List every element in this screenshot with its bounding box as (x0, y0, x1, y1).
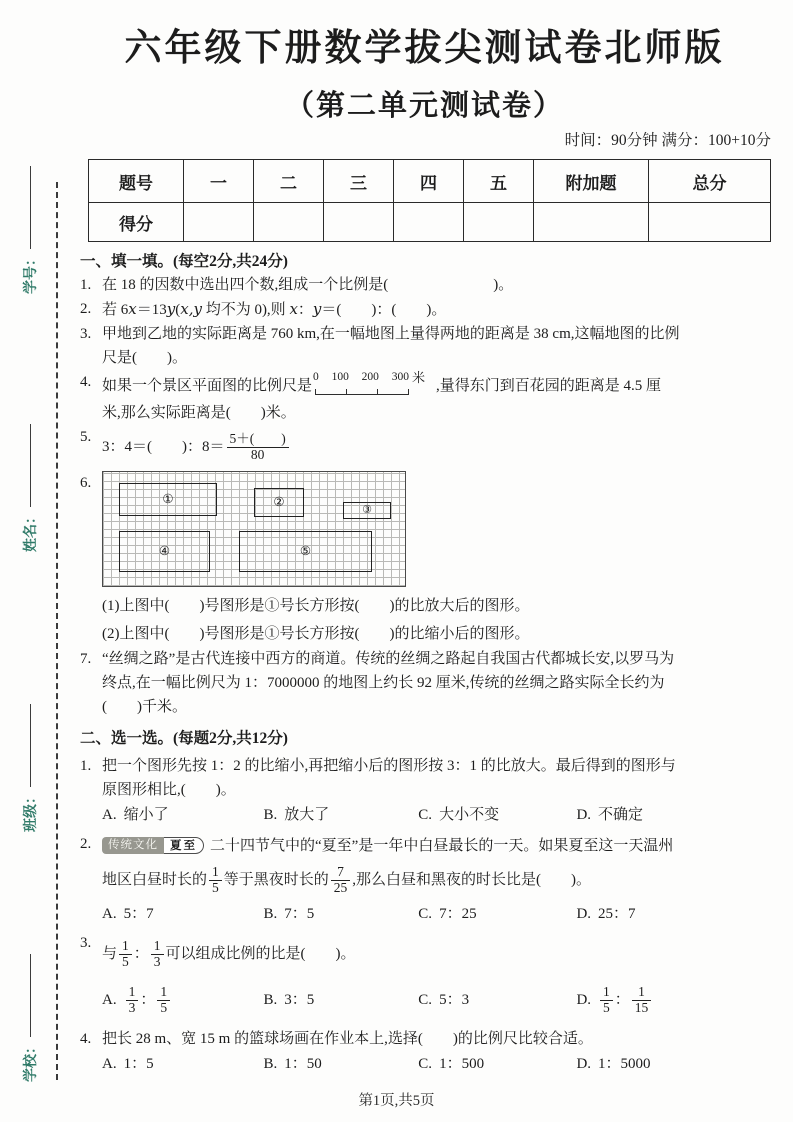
option-value: 3：5 (284, 992, 315, 1008)
scale-tick-label: 0 (313, 371, 319, 383)
math-var: x,y (180, 300, 202, 318)
options-row (102, 802, 775, 828)
text-run: 地区白昼时长的 (102, 872, 208, 888)
option-value: 1：500 (439, 1056, 485, 1072)
option-value: 1：5000 (598, 1056, 651, 1072)
fraction (209, 865, 222, 896)
text-run: 可以组成比例的比是( )。 (165, 946, 356, 962)
question-text-line2: 尺是( )。 (102, 350, 187, 366)
text-run: 均不为 0),则 (201, 302, 290, 318)
ratio-separator: ： (614, 992, 630, 1008)
fraction-denominator: 5 (212, 879, 219, 895)
section1-heading: 一、填一填。(每空2分,共24分) (80, 253, 288, 270)
fraction-denominator: 80 (250, 446, 265, 462)
question-number: 6. (80, 475, 92, 491)
option-value: 缩小了 (123, 807, 169, 823)
scale-tick-label: 300 (391, 371, 409, 383)
text-run: ： (133, 946, 149, 962)
question-number: 1. (80, 758, 92, 774)
question-s2-3 (80, 931, 775, 1023)
fraction-numerator: 1 (209, 865, 222, 881)
scale-bar-tick-labels (313, 370, 409, 384)
option-b (264, 1051, 419, 1077)
margin-blank-line (29, 424, 31, 507)
option-value: 7：25 (439, 906, 477, 922)
grid-rect-5 (239, 531, 372, 572)
line-scale-bar (313, 370, 435, 397)
fraction-denominator: 5 (122, 953, 129, 969)
fraction-denominator: 3 (128, 999, 136, 1015)
grid-rect-label: ⑤ (299, 544, 312, 559)
fraction (119, 939, 132, 970)
option-letter: C. (418, 807, 433, 823)
badge-sub-label: 夏至 (164, 837, 204, 854)
score-table-header-row (89, 160, 771, 203)
text-run: ,量得东门到百花园的距离是 4.5 厘 (436, 378, 662, 394)
question-text: 在 18 的因数中选出四个数,组成一个比例是( )。 (102, 277, 514, 293)
margin-label-student-id: 学号： (24, 252, 39, 294)
margin-blank-line (29, 704, 31, 787)
grid-rect-label: ③ (362, 504, 372, 516)
question-text (102, 931, 775, 977)
text-run: 如果一个景区平面图的比例尺是 (102, 378, 313, 394)
option-d (576, 985, 775, 1016)
score-cell (324, 203, 394, 242)
option-c (418, 987, 576, 1013)
paper-body (80, 250, 775, 1077)
score-table-header-cell: 二 (254, 160, 324, 203)
question-text-line2: 原图形相比,( )。 (102, 782, 236, 798)
score-cell (254, 203, 324, 242)
question-s1-2 (80, 297, 775, 322)
question-s1-1 (80, 273, 775, 297)
score-table-score-row (89, 203, 771, 242)
fraction (227, 432, 289, 463)
option-a (102, 901, 264, 927)
option-a (102, 985, 264, 1016)
question-text-line2 (102, 859, 775, 901)
fraction-numerator: 7 (331, 865, 351, 881)
fraction (126, 985, 139, 1016)
option-c (418, 901, 576, 927)
option-letter: B. (263, 1056, 278, 1072)
question-number: 2. (80, 301, 92, 317)
grid-rect-label: ② (273, 495, 285, 510)
option-letter: D. (576, 992, 592, 1008)
scale-tick-label: 200 (361, 371, 379, 383)
question-text-line2: 终点,在一幅比例尺为 1：7000000 的地图上约长 92 厘米,传统的丝绸之路实际全长约为 (102, 675, 665, 691)
fraction-numerator: 1 (157, 985, 170, 1001)
score-table-header-cell: 一 (184, 160, 254, 203)
question-text-line1: 甲地到乙地的实际距离是 760 km,在一幅地图上量得两地的距离是 38 cm,这幅地图的比例 (102, 326, 680, 342)
fraction (331, 865, 351, 896)
margin-field-name (20, 424, 40, 552)
text-run: 二十四节气中的“夏至”是一年中白昼最长的一天。如果夏至这一天温州 (210, 837, 674, 854)
grid-figure (102, 471, 406, 587)
scale-bar-line (315, 389, 409, 395)
option-letter: A. (102, 807, 117, 823)
text-run: ( (175, 302, 181, 318)
text-run: ,那么白昼和黑夜的时长比是( )。 (352, 872, 592, 888)
option-b (264, 802, 419, 828)
text-run: ： (297, 302, 313, 318)
question-text-line1 (102, 832, 775, 859)
question-s2-4 (80, 1027, 775, 1077)
score-cell (649, 203, 771, 242)
option-d (576, 901, 775, 927)
tradition-culture-badge (102, 837, 204, 854)
score-row-label: 得分 (89, 203, 184, 242)
option-letter: C. (418, 992, 433, 1008)
option-letter: A. (102, 1056, 117, 1072)
option-value: 不确定 (598, 807, 644, 823)
fraction-denominator: 5 (603, 999, 610, 1015)
question-s1-3 (80, 322, 775, 370)
option-letter: B. (263, 906, 278, 922)
option-letter: D. (576, 906, 592, 922)
option-value: 25：7 (598, 906, 636, 922)
question-number: 3. (80, 326, 92, 342)
option-a (102, 1051, 264, 1077)
option-d (576, 1051, 775, 1077)
text-run: 若 6 (102, 302, 129, 318)
question-s1-7 (80, 647, 775, 719)
question-number: 4. (80, 374, 92, 390)
fraction-numerator: 1 (151, 939, 164, 955)
option-b (264, 901, 419, 927)
option-c (418, 1051, 576, 1077)
question-s2-1 (80, 754, 775, 828)
margin-label-name: 姓名： (24, 510, 39, 552)
fraction-numerator: 5＋( ) (227, 432, 289, 448)
question-text-line3: ( )千米。 (102, 699, 187, 715)
math-var: x (289, 300, 298, 318)
margin-label-school: 学校： (24, 1040, 39, 1082)
binding-dashed-line (56, 182, 58, 1080)
question-number: 3. (80, 935, 92, 951)
option-c (418, 802, 576, 828)
fraction-denominator: 25 (333, 879, 348, 895)
option-letter: B. (263, 807, 278, 823)
score-table-header-cell: 三 (324, 160, 394, 203)
score-table-header-cell: 五 (464, 160, 534, 203)
grid-rect-2 (254, 488, 304, 517)
grid-rect-1 (119, 483, 217, 516)
fraction-denominator: 5 (160, 999, 168, 1015)
option-value: 1：50 (284, 1056, 322, 1072)
option-value: 大小不变 (439, 807, 500, 823)
option-value: 7：5 (284, 906, 315, 922)
score-table-header-cell: 附加题 (534, 160, 649, 203)
grid-rect-4 (119, 531, 210, 572)
fraction-denominator: 3 (153, 953, 161, 969)
fraction (157, 985, 170, 1016)
score-cell (394, 203, 464, 242)
ratio-separator: ： (140, 992, 156, 1008)
time-score-info: 时间：90分钟 满分：100+10分 (564, 132, 771, 149)
score-table-header-cell: 四 (394, 160, 464, 203)
options-row (102, 1051, 775, 1077)
option-letter: C. (418, 1056, 433, 1072)
subquestion-2: (2)上图中( )号图形是①号长方形按( )的比缩小后的图形。 (102, 626, 530, 642)
question-number: 7. (80, 651, 92, 667)
option-b (264, 987, 419, 1013)
margin-blank-line (29, 166, 31, 249)
score-cell (464, 203, 534, 242)
score-cell (534, 203, 649, 242)
option-letter: D. (576, 807, 592, 823)
margin-field-student-id (20, 166, 40, 294)
question-text-line2: 米,那么实际距离是( )米。 (102, 405, 296, 421)
fraction-numerator: 1 (119, 939, 132, 955)
options-row (102, 977, 775, 1023)
fraction (151, 939, 164, 970)
fraction-denominator: 15 (634, 999, 649, 1015)
scale-tick-label: 100 (331, 371, 349, 383)
margin-field-class (20, 704, 40, 832)
question-number: 2. (80, 836, 92, 852)
math-var: y (166, 300, 176, 318)
text-run: 等于黑夜时长的 (223, 872, 329, 888)
subquestion-1: (1)上图中( )号图形是①号长方形按( )的比放大后的图形。 (102, 598, 530, 614)
paper-title: 六年级下册数学拔尖测试卷北师版 (124, 28, 725, 69)
grid-rect-label: ① (162, 492, 174, 507)
question-number: 4. (80, 1031, 92, 1047)
score-table-header-cell: 总分 (649, 160, 771, 203)
fraction-numerator: 1 (632, 985, 652, 1001)
question-text (102, 425, 775, 469)
question-text (102, 297, 775, 322)
question-text: 把长 28 m、宽 15 m 的篮球场画在作业本上,选择( )的比例尺比较合适。 (102, 1031, 593, 1047)
fraction-numerator: 1 (126, 985, 139, 1001)
question-s2-2 (80, 832, 775, 927)
option-value: 1：5 (123, 1056, 154, 1072)
text-run: ＝( )：( )。 (321, 302, 447, 318)
section2-heading: 二、选一选。(每题2分,共12分) (80, 730, 288, 747)
grid-rect-label: ④ (158, 544, 171, 559)
margin-label-class: 班级： (24, 790, 39, 832)
margin-field-school (20, 954, 40, 1082)
option-value: 5：3 (439, 992, 470, 1008)
fraction (600, 985, 613, 1016)
page-footer: 第1页,共5页 (358, 1093, 435, 1109)
fraction (632, 985, 652, 1016)
question-text-line1 (102, 370, 775, 401)
text-run: 3：4＝( )：8＝ (102, 439, 225, 455)
option-value: 放大了 (284, 807, 330, 823)
question-s1-6 (80, 471, 775, 647)
score-cell (184, 203, 254, 242)
math-var: x (128, 300, 137, 318)
question-number: 5. (80, 429, 92, 445)
fraction-numerator: 1 (600, 985, 613, 1001)
question-number: 1. (80, 277, 92, 293)
question-text-line1: “丝绸之路”是古代连接中西方的商道。传统的丝绸之路起自我国古代都城长安,以罗马为 (102, 651, 675, 667)
option-letter: A. (102, 992, 117, 1008)
grid-rect-3 (343, 502, 391, 519)
score-table (88, 159, 771, 242)
option-value: 5：7 (123, 906, 154, 922)
margin-blank-line (29, 954, 31, 1037)
question-text-line1: 把一个图形先按 1：2 的比缩小,再把缩小后的图形按 3：1 的比放大。最后得到的图形与 (102, 758, 676, 774)
badge-tag-label: 传统文化 (102, 837, 164, 854)
scale-bar-unit: 米 (412, 370, 426, 385)
option-letter: B. (263, 992, 278, 1008)
text-run: ＝13 (136, 302, 167, 318)
score-table-header-cell: 题号 (89, 160, 184, 203)
question-s1-5 (80, 425, 775, 469)
option-a (102, 802, 264, 828)
question-s1-4 (80, 370, 775, 425)
option-d (576, 802, 775, 828)
paper-subtitle: （第二单元测试卷） (284, 90, 564, 122)
option-letter: C. (418, 906, 433, 922)
math-var: y (312, 300, 322, 318)
options-row (102, 901, 775, 927)
option-letter: A. (102, 906, 117, 922)
option-letter: D. (576, 1056, 592, 1072)
text-run: 与 (102, 946, 118, 962)
